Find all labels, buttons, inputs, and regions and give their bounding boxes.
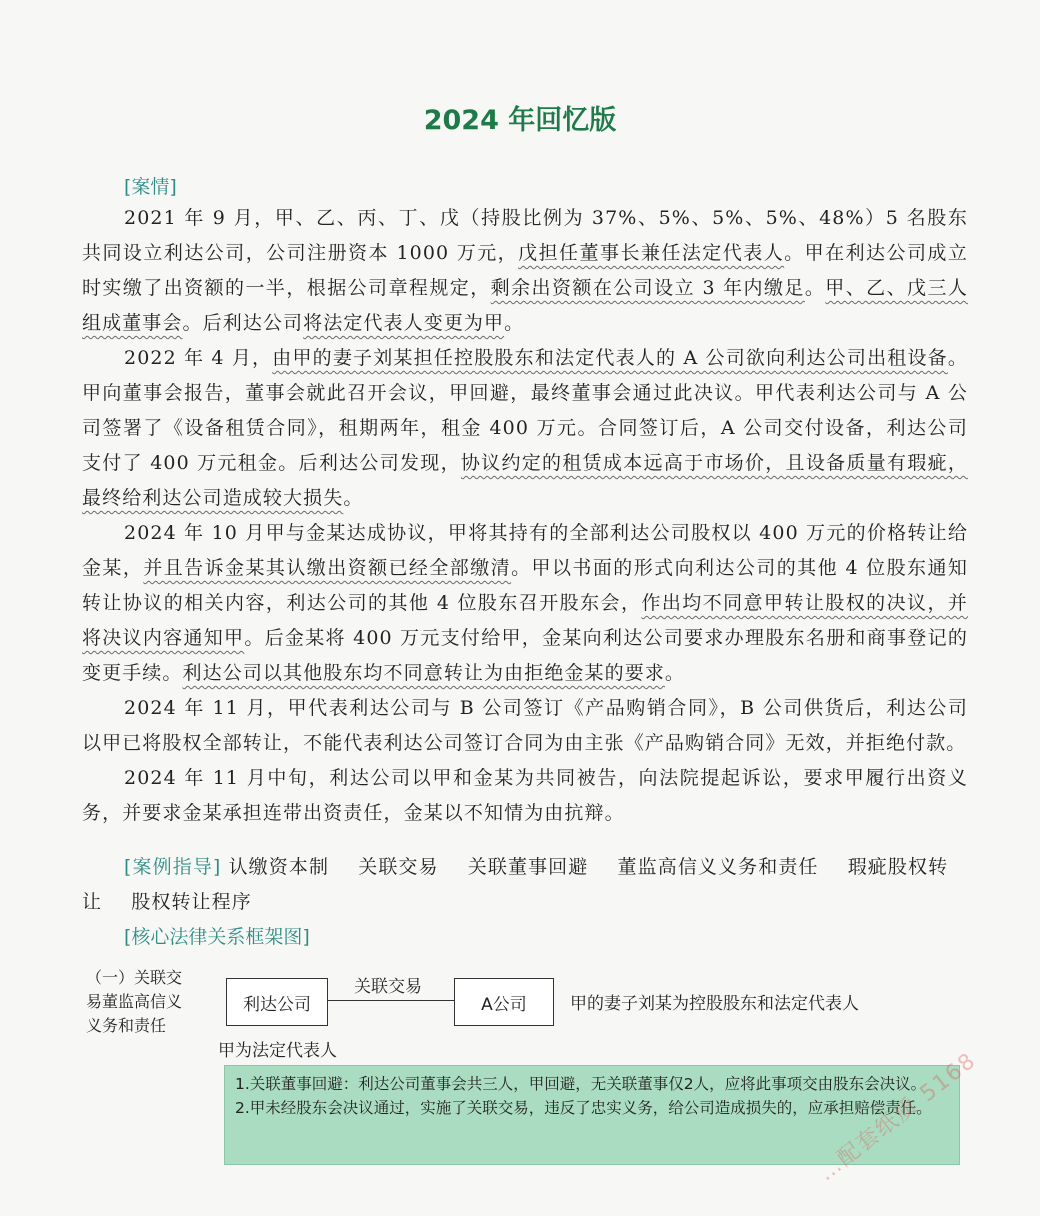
case-tag: [案情] — [124, 176, 177, 198]
case-paragraph-2 — [82, 341, 968, 516]
guide-term: 股权转让程序 — [131, 891, 252, 913]
page-title: 2024 年回忆版 — [423, 105, 617, 136]
framework-tag: [核心法律关系框架图] — [124, 926, 310, 948]
analysis-point-1: 1.关联董事回避：利达公司董事会共三人，甲回避，无关联董事仅2人，应将此事项交由股东会决议。 — [235, 1075, 927, 1093]
watermark-stamp: …配套纸质 5168 — [813, 1047, 982, 1187]
case-paragraph-1 — [82, 201, 968, 341]
guide-term: 瑕疵股权转让 — [82, 856, 949, 913]
diagram-connector — [328, 1000, 454, 1001]
diagram-box-lida: 利达公司 — [226, 978, 328, 1026]
text-run: 2022 年 4 月， — [124, 347, 273, 369]
underlined-text: 并且告诉金某其认缴出资额已经全部缴清 — [143, 557, 512, 579]
case-guide — [82, 850, 968, 920]
guide-term: 关联交易 — [358, 856, 439, 878]
underlined-text: 作出均不同意甲转让股权的决议，并将决议内容通知甲 — [82, 592, 968, 649]
text-run: 。甲在利达公司成立时实缴了出资额的一半，根据公司章程规定， — [82, 242, 968, 299]
guide-term: 关联董事回避 — [467, 856, 589, 878]
diagram-left-note: 甲为法定代表人 — [218, 1041, 337, 1061]
diagram-box-a-company: A公司 — [454, 978, 554, 1026]
text-run: 。 — [504, 312, 525, 334]
text-run: 2021 年 9 月，甲、乙、丙、丁、戊（持股比例为 37%、5%、5%、5%、48%）5 名股东共同设立利达公司，公司注册资本 1000 万元， — [82, 207, 968, 264]
analysis-point-2: 2.甲未经股东会决议通过，实施了关联交易，违反了忠实义务，给公司造成损失的，应承担赔偿责任。 — [235, 1099, 932, 1117]
text-run: 。甲向董事会报告，董事会就此召开会议，甲回避，最终董事会通过此决议。甲代表利达公司与 A 公司签署了《设备租赁合同》，租期两年，租金 400 万元。合同签订后，A 公司交付设备，利达公司支付了 400 万元租金。后利达公司发现， — [82, 347, 968, 474]
underlined-text: 戊担任董事长兼任法定代表人 — [518, 242, 785, 264]
underlined-text: 由甲的妻子刘某担任控股股东和法定代表人的 A 公司欲向利达公司出租设备 — [272, 347, 948, 369]
diagram-right-note: 甲的妻子刘某为控股股东和法定代表人 — [570, 994, 859, 1014]
underlined-text: 将法定代表人变更为甲 — [303, 312, 505, 334]
text-run: 。后利达公司 — [182, 312, 304, 334]
text-run: 。后金某将 400 万元支付给甲，金某向利达公司要求办理股东名册和商事登记的变更手续。 — [82, 627, 968, 684]
underlined-text: 协议约定的租赁成本远高于市场价，且设备质量有瑕疵，最终给利达公司造成较大损失 — [82, 452, 968, 509]
case-paragraph-5: 2024 年 11 月中旬，利达公司以甲和金某为共同被告，向法院提起诉讼，要求甲履行出资义务，并要求金某承担连带出资责任，金某以不知情为由抗辩。 — [82, 767, 968, 824]
guide-tag: [案例指导] — [124, 856, 222, 878]
underlined-text: 甲、乙、戊三人组成董事会 — [82, 277, 968, 334]
text-run: 。甲以书面的形式向利达公司的其他 4 位股东通知转让协议的相关内容，利达公司的其他 4 位股东召开股东会， — [82, 557, 968, 614]
underlined-text: 利达公司以其他股东均不同意转让为由拒绝金某的要求 — [182, 662, 665, 684]
diagram-section-label: （一）关联交易董监高信义义务和责任 — [86, 968, 183, 1035]
diagram-arrow-label: 关联交易 — [354, 977, 422, 997]
case-paragraph-4: 2024 年 11 月，甲代表利达公司与 B 公司签订《产品购销合同》，B 公司供货后，利达公司以甲已将股权全部转让，不能代表利达公司签订合同为由主张《产品购销合同》无效，并拒绝付款。 — [82, 697, 968, 754]
guide-term: 认缴资本制 — [228, 856, 330, 878]
text-run: 。 — [343, 487, 364, 509]
case-paragraph-3 — [82, 516, 968, 691]
guide-term: 董监高信义义务和责任 — [617, 856, 819, 878]
underlined-text: 剩余出资额在公司设立 3 年内缴足 — [490, 277, 805, 299]
text-run: 2024 年 10 月甲与金某达成协议，甲将其持有的全部利达公司股权以 400 万元的价格转让给金某， — [82, 522, 968, 579]
case-body — [82, 201, 968, 831]
text-run: 。 — [804, 277, 826, 299]
text-run: 。 — [664, 662, 686, 684]
